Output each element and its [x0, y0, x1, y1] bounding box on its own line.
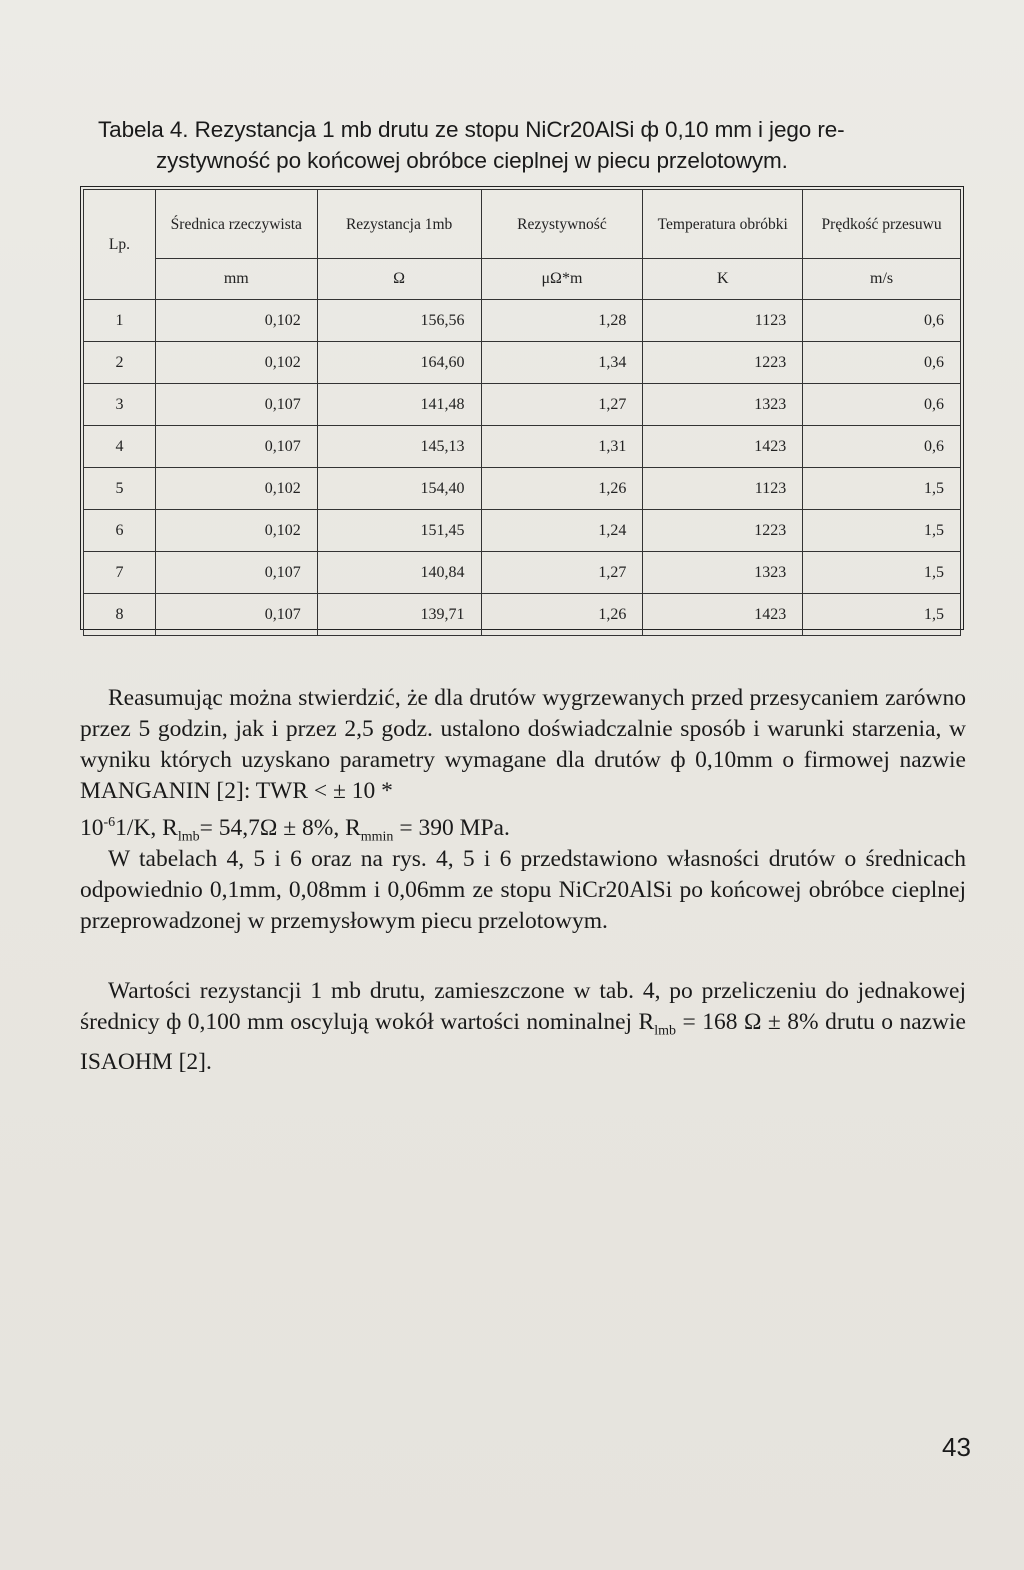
cell-diameter: 0,102	[155, 510, 317, 552]
cell-speed: 0,6	[803, 342, 961, 384]
table-row	[84, 300, 961, 342]
cell-speed: 1,5	[803, 468, 961, 510]
summary-sub-mmin: mmin	[360, 829, 394, 845]
page-number: 43	[942, 1432, 971, 1462]
cell-lp: 3	[84, 384, 156, 426]
table-row	[84, 468, 961, 510]
cell-resistance: 145,13	[317, 426, 481, 468]
paragraph-tables-description: W tabelach 4, 5 i 6 oraz na rys. 4, 5 i 6 przedstawiono własności drutów o średnicach odpowiednio 0,1mm, 0,08mm i 0,06mm ze stopu NiCr20AlSi po końcowej obróbce cieplnej przeprowadzonej w przemysłowym piecu przelotowym.	[80, 846, 966, 934]
cell-diameter: 0,107	[155, 384, 317, 426]
header-lp: Lp.	[84, 190, 156, 300]
table-caption	[98, 114, 958, 176]
cell-diameter: 0,107	[155, 594, 317, 636]
header-diameter: Średnica rzeczywista	[155, 190, 317, 259]
cell-temperature: 1223	[643, 510, 803, 552]
unit-ohm: Ω	[317, 259, 481, 300]
cell-lp: 4	[84, 426, 156, 468]
header-speed: Prędkość przesuwu	[803, 190, 961, 259]
cell-speed: 1,5	[803, 510, 961, 552]
table-row	[84, 594, 961, 636]
table-header-row	[84, 190, 961, 259]
cell-resistivity: 1,27	[481, 384, 643, 426]
unit-m-per-s: m/s	[803, 259, 961, 300]
paragraph-resistance-values	[80, 976, 966, 1078]
header-resistivity: Rezystywność	[481, 190, 643, 259]
cell-diameter: 0,102	[155, 300, 317, 342]
summary-text: Reasumując można stwierdzić, że dla drutów wygrzewanych przed przesycaniem zarówno przez 5 godzin, jak i przez 2,5 godz. ustalono doświadczalnie sposób i warunki starzenia, w wyniku których uzyskano parametry wymagane dla drutów ф 0,10mm o firmowej nazwie MANGANIN [2]: TWR < ± 10 *	[80, 685, 966, 804]
cell-resistance: 140,84	[317, 552, 481, 594]
cell-resistance: 154,40	[317, 468, 481, 510]
table-unit-row	[84, 259, 961, 300]
table-row	[84, 510, 961, 552]
cell-temperature: 1123	[643, 300, 803, 342]
cell-diameter: 0,102	[155, 468, 317, 510]
cell-resistance: 164,60	[317, 342, 481, 384]
cell-speed: 1,5	[803, 594, 961, 636]
header-temperature: Temperatura obróbki	[643, 190, 803, 259]
cell-diameter: 0,107	[155, 426, 317, 468]
cell-lp: 6	[84, 510, 156, 552]
cell-diameter: 0,102	[155, 342, 317, 384]
cell-temperature: 1323	[643, 552, 803, 594]
cell-lp: 2	[84, 342, 156, 384]
header-resistance: Rezystancja 1mb	[317, 190, 481, 259]
table-row	[84, 426, 961, 468]
cell-speed: 0,6	[803, 384, 961, 426]
resistance-tail: = 168 Ω ± 8% drutu o nazwie ISAOHM [2].	[80, 1009, 966, 1075]
unit-microohm-m: μΩ*m	[481, 259, 643, 300]
cell-resistivity: 1,28	[481, 300, 643, 342]
caption-line-1: Tabela 4. Rezystancja 1 mb drutu ze stopu NiCr20AlSi ф 0,10 mm i jego re-	[98, 117, 845, 142]
cell-lp: 8	[84, 594, 156, 636]
cell-diameter: 0,107	[155, 552, 317, 594]
cell-speed: 1,5	[803, 552, 961, 594]
summary-sub-lmb: lmb	[177, 829, 200, 845]
summary-exponent: -6	[103, 815, 116, 830]
cell-temperature: 1223	[643, 342, 803, 384]
cell-speed: 0,6	[803, 426, 961, 468]
resistance-sub-lmb: lmb	[654, 1023, 677, 1039]
unit-mm: mm	[155, 259, 317, 300]
caption-line-2: zystywność po końcowej obróbce cieplnej w piecu przelotowym.	[156, 148, 788, 173]
paragraph-summary	[80, 683, 966, 853]
summary-exp-base: 10	[80, 814, 104, 841]
cell-resistivity: 1,26	[481, 594, 643, 636]
cell-lp: 7	[84, 552, 156, 594]
unit-kelvin: K	[643, 259, 803, 300]
cell-resistance: 141,48	[317, 384, 481, 426]
resistance-text: Wartości rezystancji 1 mb drutu, zamieszczone w tab. 4, po przeliczeniu do jednakowej średnicy ф 0,100 mm oscylują wokół wartości nominalnej R	[80, 978, 966, 1035]
cell-temperature: 1423	[643, 594, 803, 636]
summary-tail-a: 1/K, R	[115, 814, 178, 841]
cell-resistivity: 1,26	[481, 468, 643, 510]
cell-temperature: 1423	[643, 426, 803, 468]
cell-resistivity: 1,24	[481, 510, 643, 552]
cell-temperature: 1123	[643, 468, 803, 510]
cell-resistivity: 1,31	[481, 426, 643, 468]
cell-resistivity: 1,34	[481, 342, 643, 384]
cell-lp: 1	[84, 300, 156, 342]
cell-resistivity: 1,27	[481, 552, 643, 594]
cell-resistance: 151,45	[317, 510, 481, 552]
cell-resistance: 139,71	[317, 594, 481, 636]
cell-resistance: 156,56	[317, 300, 481, 342]
table-row	[84, 384, 961, 426]
data-table	[83, 189, 961, 636]
cell-lp: 5	[84, 468, 156, 510]
cell-speed: 0,6	[803, 300, 961, 342]
summary-tail-b: = 54,7Ω ± 8%, R	[199, 814, 361, 841]
table-row	[84, 342, 961, 384]
summary-tail-c: = 390 MPa.	[393, 814, 510, 841]
table-row	[84, 552, 961, 594]
table-frame	[80, 186, 964, 630]
cell-temperature: 1323	[643, 384, 803, 426]
